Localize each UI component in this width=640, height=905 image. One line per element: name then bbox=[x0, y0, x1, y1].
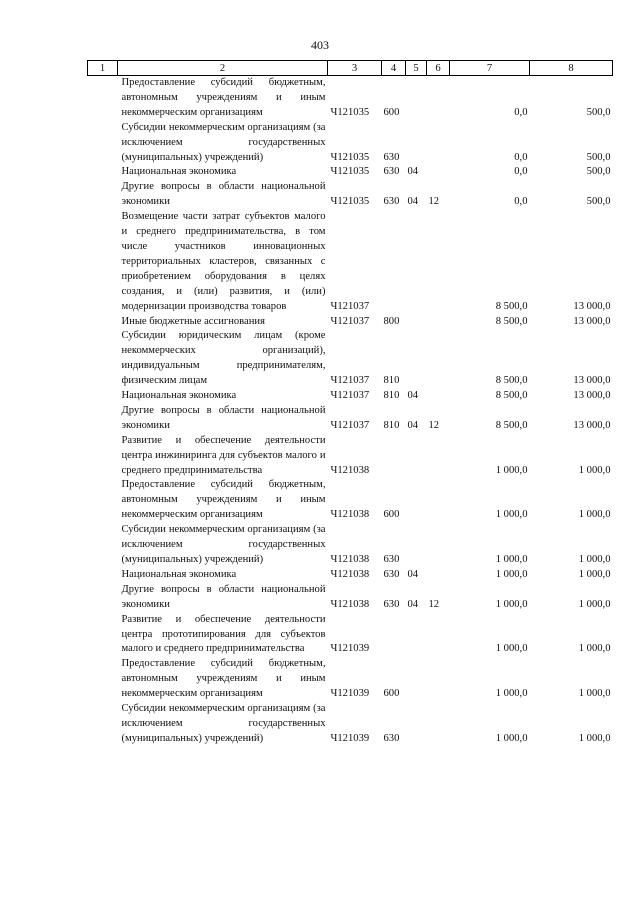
header-row bbox=[88, 61, 613, 76]
cell-section: 04 bbox=[407, 390, 419, 402]
cell-subsection bbox=[427, 315, 450, 330]
cell-expense-type bbox=[382, 434, 406, 479]
cell-amount-col-7: 1 000,0 bbox=[495, 643, 528, 655]
cell-section bbox=[406, 121, 427, 166]
table-row bbox=[88, 657, 613, 702]
table-row bbox=[88, 702, 613, 747]
cell-expense-type: 630 bbox=[383, 598, 400, 610]
cell-item-name: Национальная экономика bbox=[121, 390, 237, 402]
table-row bbox=[88, 180, 613, 210]
cell-expense-type bbox=[382, 613, 406, 658]
cell-col-1 bbox=[88, 76, 118, 121]
table-row bbox=[88, 329, 613, 389]
cell-amount-col-8: 500,0 bbox=[586, 106, 611, 118]
cell-col-1 bbox=[88, 180, 118, 210]
cell-amount-col-8: 1 000,0 bbox=[578, 464, 611, 476]
cell-item-name: Субсидии некоммерческим организациям (за исключением государственных (муниципальных) учреждений) bbox=[121, 524, 326, 565]
cell-item-name: Субсидии некоммерческим организациям (за исключением государственных (муниципальных) учреждений) bbox=[121, 121, 326, 163]
cell-subsection bbox=[427, 121, 450, 166]
cell-amount-col-7: 1 000,0 bbox=[495, 554, 528, 565]
cell-expense-type: 630 bbox=[383, 151, 400, 163]
cell-expense-type: 630 bbox=[383, 166, 400, 178]
cell-subsection: 12 bbox=[428, 196, 440, 208]
cell-section bbox=[406, 613, 427, 658]
table-row bbox=[88, 613, 613, 658]
budget-table bbox=[87, 60, 613, 747]
cell-target-code: Ч121035 bbox=[330, 166, 370, 178]
cell-col-1 bbox=[88, 478, 118, 523]
cell-section bbox=[406, 478, 427, 523]
cell-expense-type: 600 bbox=[383, 106, 400, 118]
cell-target-code: Ч121038 bbox=[330, 509, 370, 521]
cell-item-name: Другие вопросы в области национальной экономики bbox=[121, 181, 326, 208]
cell-amount-col-7: 0,0 bbox=[514, 196, 528, 208]
cell-target-code: Ч121037 bbox=[330, 419, 370, 431]
cell-item-name: Развитие и обеспечение деятельности центра прототипирования для субъектов малого и среднего предпринимательства bbox=[121, 613, 326, 655]
cell-amount-col-7: 0,0 bbox=[514, 151, 528, 163]
cell-amount-col-7: 8 500,0 bbox=[495, 375, 528, 387]
cell-expense-type: 800 bbox=[383, 315, 400, 327]
cell-item-name: Развитие и обеспечение деятельности центра инжиниринга для субъектов малого и среднего предпринимательства bbox=[121, 434, 326, 476]
cell-col-1 bbox=[88, 434, 118, 479]
header-col-2: 2 bbox=[118, 61, 328, 76]
cell-amount-col-8: 500,0 bbox=[586, 166, 611, 178]
cell-col-1 bbox=[88, 583, 118, 613]
cell-section bbox=[406, 329, 427, 389]
table-row bbox=[88, 583, 613, 613]
cell-item-name: Национальная экономика bbox=[121, 166, 237, 178]
cell-target-code: Ч121037 bbox=[330, 300, 370, 312]
cell-target-code: Ч121038 bbox=[330, 568, 370, 580]
cell-expense-type: 630 bbox=[383, 568, 400, 580]
cell-amount-col-7: 8 500,0 bbox=[495, 300, 528, 312]
cell-amount-col-8: 1 000,0 bbox=[578, 509, 611, 521]
header-col-8: 8 bbox=[530, 61, 613, 76]
header-col-7: 7 bbox=[450, 61, 530, 76]
cell-expense-type: 630 bbox=[383, 554, 400, 565]
cell-item-name: Другие вопросы в области национальной экономики bbox=[121, 583, 326, 610]
cell-section: 04 bbox=[407, 166, 419, 178]
cell-amount-col-7: 1 000,0 bbox=[495, 688, 528, 700]
cell-col-1 bbox=[88, 702, 118, 747]
cell-amount-col-8: 1 000,0 bbox=[578, 643, 611, 655]
table-row bbox=[88, 404, 613, 434]
table-row bbox=[88, 389, 613, 404]
cell-col-1 bbox=[88, 523, 118, 568]
cell-subsection: 12 bbox=[428, 598, 440, 610]
cell-target-code: Ч121037 bbox=[330, 390, 370, 402]
cell-section: 04 bbox=[407, 598, 419, 610]
cell-subsection bbox=[427, 613, 450, 658]
cell-amount-col-7: 1 000,0 bbox=[495, 568, 528, 580]
cell-col-1 bbox=[88, 329, 118, 389]
table-row bbox=[88, 165, 613, 180]
cell-target-code: Ч121038 bbox=[330, 464, 370, 476]
cell-section: 04 bbox=[407, 568, 419, 580]
cell-subsection bbox=[427, 389, 450, 404]
cell-section bbox=[406, 702, 427, 747]
cell-expense-type: 600 bbox=[383, 688, 400, 700]
cell-amount-col-8: 500,0 bbox=[586, 196, 611, 208]
cell-col-1 bbox=[88, 210, 118, 314]
cell-item-name: Предоставление субсидий бюджетным, автономным учреждениям и иным некоммерческим организациям bbox=[121, 479, 326, 521]
cell-amount-col-7: 8 500,0 bbox=[495, 390, 528, 402]
cell-section bbox=[406, 315, 427, 330]
cell-amount-col-7: 8 500,0 bbox=[495, 419, 528, 431]
cell-target-code: Ч121037 bbox=[330, 315, 370, 327]
cell-col-1 bbox=[88, 165, 118, 180]
cell-section bbox=[406, 434, 427, 479]
cell-amount-col-7: 8 500,0 bbox=[495, 315, 528, 327]
cell-amount-col-8: 1 000,0 bbox=[578, 554, 611, 565]
table-row bbox=[88, 76, 613, 121]
cell-target-code: Ч121039 bbox=[330, 688, 370, 700]
cell-subsection bbox=[427, 329, 450, 389]
cell-item-name: Предоставление субсидий бюджетным, автономным учреждениям и иным некоммерческим организациям bbox=[121, 77, 326, 118]
cell-item-name: Субсидии юридическим лицам (кроме некоммерческих организаций), индивидуальным предпринимателям, физическим лицам bbox=[121, 330, 326, 387]
cell-item-name: Предоставление субсидий бюджетным, автономным учреждениям и иным некоммерческим организациям bbox=[121, 658, 326, 700]
cell-amount-col-8: 13 000,0 bbox=[573, 419, 611, 431]
cell-section bbox=[406, 210, 427, 314]
cell-section bbox=[406, 523, 427, 568]
page-number: 403 bbox=[311, 38, 329, 52]
cell-subsection bbox=[427, 76, 450, 121]
cell-target-code: Ч121038 bbox=[330, 598, 370, 610]
cell-subsection: 12 bbox=[428, 419, 440, 431]
cell-amount-col-8: 1 000,0 bbox=[578, 688, 611, 700]
cell-expense-type: 600 bbox=[383, 509, 400, 521]
header-col-4: 4 bbox=[382, 61, 406, 76]
cell-expense-type: 810 bbox=[383, 390, 400, 402]
cell-amount-col-8: 13 000,0 bbox=[573, 375, 611, 387]
cell-amount-col-8: 13 000,0 bbox=[573, 390, 611, 402]
cell-amount-col-7: 0,0 bbox=[514, 166, 528, 178]
cell-subsection bbox=[427, 434, 450, 479]
cell-subsection bbox=[427, 702, 450, 747]
cell-col-1 bbox=[88, 315, 118, 330]
cell-subsection bbox=[427, 478, 450, 523]
cell-expense-type: 810 bbox=[383, 375, 400, 387]
table-row bbox=[88, 568, 613, 583]
cell-amount-col-8: 1 000,0 bbox=[578, 598, 611, 610]
cell-item-name: Субсидии некоммерческим организациям (за исключением государственных (муниципальных) учреждений) bbox=[121, 703, 326, 744]
table-header bbox=[88, 61, 613, 76]
cell-expense-type: 630 bbox=[383, 196, 400, 208]
cell-section: 04 bbox=[407, 419, 419, 431]
header-col-6: 6 bbox=[427, 61, 450, 76]
cell-item-name: Возмещение части затрат субъектов малого и среднего предпринимательства, в том числе участников инновационных территориальных кластеров, связанных с приобретением оборудования в целях создания, и (или) развития, и (или) модернизации производства товаров bbox=[121, 211, 326, 312]
cell-target-code: Ч121038 bbox=[330, 554, 370, 565]
cell-col-1 bbox=[88, 613, 118, 658]
table-row bbox=[88, 478, 613, 523]
cell-target-code: Ч121039 bbox=[330, 732, 370, 744]
cell-amount-col-7: 1 000,0 bbox=[495, 732, 528, 744]
cell-col-1 bbox=[88, 389, 118, 404]
cell-section bbox=[406, 657, 427, 702]
cell-subsection bbox=[427, 657, 450, 702]
table-row bbox=[88, 523, 613, 568]
cell-subsection bbox=[427, 523, 450, 568]
table-body bbox=[88, 76, 613, 747]
cell-target-code: Ч121035 bbox=[330, 106, 370, 118]
table-row bbox=[88, 434, 613, 479]
table-row bbox=[88, 210, 613, 314]
cell-subsection bbox=[427, 568, 450, 583]
cell-amount-col-8: 1 000,0 bbox=[578, 732, 611, 744]
cell-amount-col-7: 0,0 bbox=[514, 106, 528, 118]
cell-section bbox=[406, 76, 427, 121]
cell-expense-type: 630 bbox=[383, 732, 400, 744]
header-col-1: 1 bbox=[88, 61, 118, 76]
header-col-3: 3 bbox=[328, 61, 382, 76]
cell-col-1 bbox=[88, 657, 118, 702]
cell-section: 04 bbox=[407, 196, 419, 208]
cell-col-1 bbox=[88, 568, 118, 583]
cell-amount-col-7: 1 000,0 bbox=[495, 509, 528, 521]
cell-amount-col-7: 1 000,0 bbox=[495, 598, 528, 610]
cell-expense-type: 810 bbox=[383, 419, 400, 431]
cell-amount-col-8: 500,0 bbox=[586, 151, 611, 163]
cell-col-1 bbox=[88, 404, 118, 434]
cell-amount-col-7: 1 000,0 bbox=[495, 464, 528, 476]
cell-expense-type bbox=[382, 210, 406, 314]
cell-item-name: Национальная экономика bbox=[121, 568, 237, 580]
cell-amount-col-8: 13 000,0 bbox=[573, 300, 611, 312]
cell-target-code: Ч121035 bbox=[330, 196, 370, 208]
cell-amount-col-8: 13 000,0 bbox=[573, 315, 611, 327]
cell-item-name: Иные бюджетные ассигнования bbox=[121, 315, 265, 327]
cell-subsection bbox=[427, 165, 450, 180]
cell-item-name: Другие вопросы в области национальной экономики bbox=[121, 404, 326, 431]
header-col-5: 5 bbox=[406, 61, 427, 76]
cell-col-1 bbox=[88, 121, 118, 166]
cell-amount-col-8: 1 000,0 bbox=[578, 568, 611, 580]
table-row bbox=[88, 121, 613, 166]
cell-target-code: Ч121039 bbox=[330, 643, 370, 655]
cell-target-code: Ч121037 bbox=[330, 375, 370, 387]
cell-subsection bbox=[427, 210, 450, 314]
table-row bbox=[88, 315, 613, 330]
cell-target-code: Ч121035 bbox=[330, 151, 370, 163]
